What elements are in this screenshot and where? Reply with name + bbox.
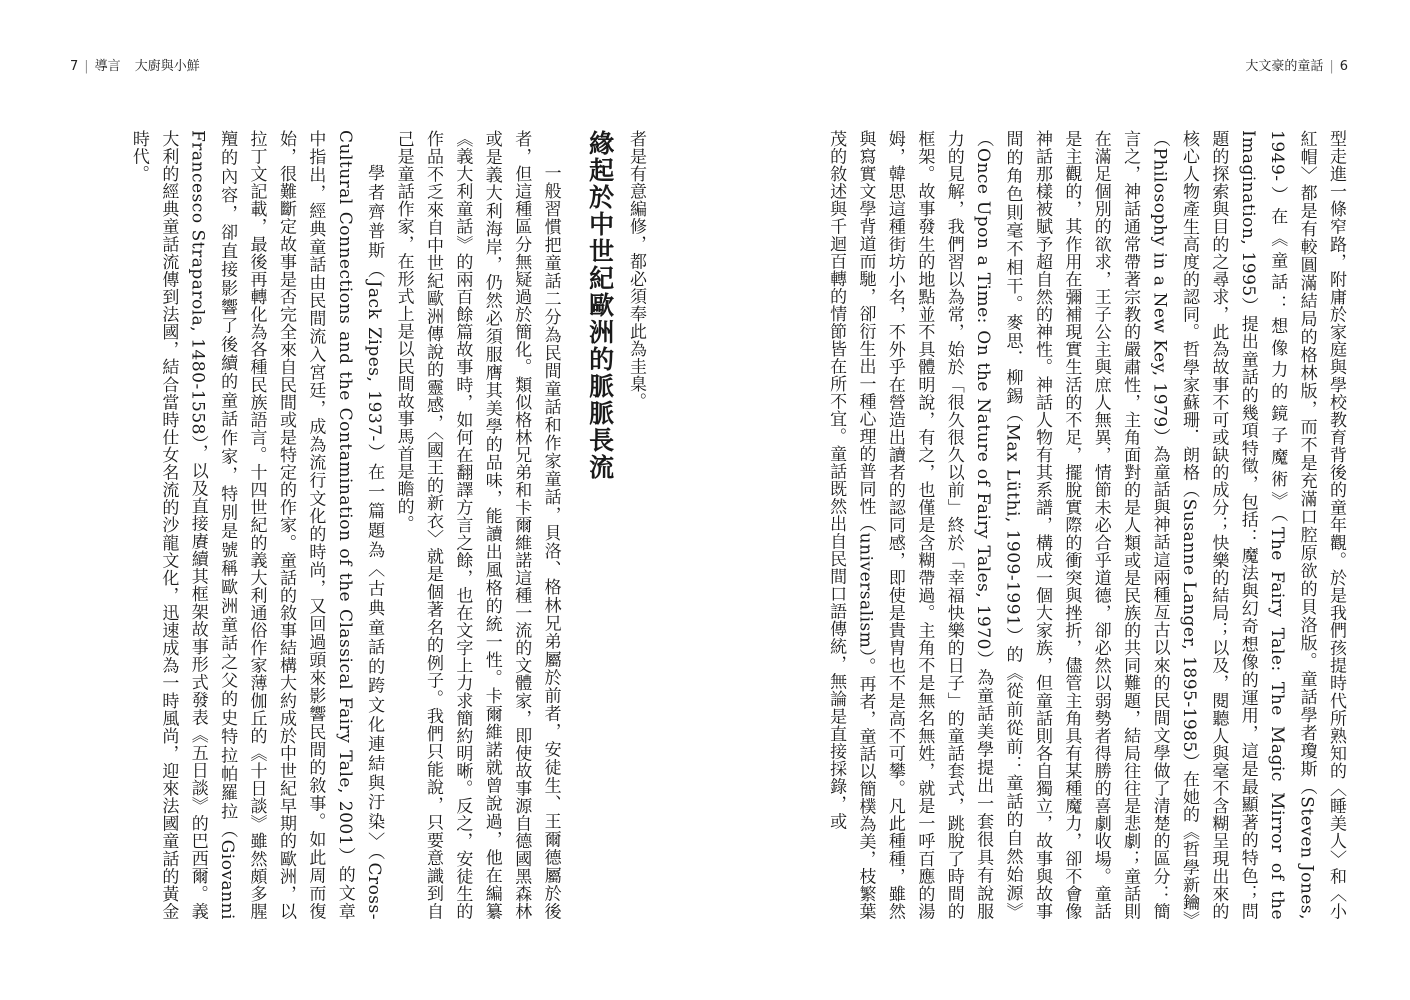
left-page-number: 7 — [70, 59, 79, 74]
right-running-head — [1245, 55, 1348, 74]
header-divider: | — [84, 59, 89, 74]
continued-line: 者是有意編修，都必須奉此為圭臬。 — [626, 130, 646, 410]
left-chapter-title: 大廚與小鮮 — [134, 59, 200, 74]
left-running-head — [70, 55, 200, 74]
left-page — [60, 130, 650, 920]
right-page-number: 6 — [1339, 59, 1348, 74]
right-book-title: 大文豪的童話 — [1245, 59, 1324, 74]
section-heading: 緣起於中世紀歐洲的脈脈長流 — [585, 130, 615, 481]
left-page-body — [60, 130, 650, 920]
header-divider: | — [1329, 59, 1334, 74]
right-page — [800, 130, 1350, 920]
left-section-label: 導言 — [94, 59, 121, 74]
body-paragraph: 一般習慣把童話二分為民間童話和作家童話，貝洛、格林兄弟屬於前者，安徒生、王爾德屬於後者，但這種區分無疑過於簡化。類似格林兄弟和卡爾維諾這種一流的文體家，即使故事源自德國黑森林或是義大利海岸，仍然必須服膺其美學的品味，能讀出風格的統一性。卡爾維諾就曾說過，他在編纂《義大利童話》的兩百餘篇故事時，如何在翻譯方言之餘，也在文字上力求簡約明晰。反之，安徒生的作品不乏來自中世紀歐洲傳說的靈感，〈國王的新衣〉就是個著名的例子。我們只能說，只要意識到自己是童話作家，在形式上是以民間故事馬首是瞻的。 — [393, 130, 561, 920]
right-page-body — [800, 130, 1350, 920]
body-paragraph: 學者齊普斯（Jack Zipes, 1937-）在一篇題為〈古典童話的跨文化連結與汙染〉（Cross-Cultural Connections and the Contamination of the Classical Fairy Tale, 2001）的文章中指出，經典童話由民間流入宮廷，成為流行文化的時尚，又回過頭來影響民間的敘事。如此周而復始，很難斷定故事是否完全來自民間或是特定的作家。童話的敘事結構大約成於中世紀早期的歐洲，以拉丁文記載，最後再轉化為各種民族語言。十四世紀的義大利通俗作家薄伽丘的《十日談》雖然頗多腥羶的內容，卻直接影響了後續的童話作家，特別是號稱歐洲童話之父的史特拉帕羅拉（Giovanni Francesco Straparola, 1480-1558），以及直接賡續其框架故事形式發表《五日談》的巴西爾。義大利的經典童話流傳到法國，結合當時仕女名流的沙龍文化，迅速成為一時風尚，迎來法國童話的黃金時代。 — [128, 130, 385, 920]
body-paragraph: 型走進一條窄路，附庸於家庭與學校教育背後的童年觀。於是我們孩提時代所熟知的〈睡美人〉和〈小紅帽〉都是有較圓滿結局的格林版，而不是充滿口腔原欲的貝洛版。童話學者瓊斯（Steven Jones, 1949-）在《童話：想像力的鏡子魔術》（The Fairy Tale: The Magic Mirror of the Imagination, 1995）提出童話的幾項特徵，包括：魔法與幻奇想像的運用，這是最顯著的特色；問題的探索與目的之尋求，此為故事不可或缺的成分；快樂的結局；以及，閱聽人與毫不含糊呈現出來的核心人物產生高度的認同。哲學家蘇珊．朗格（Susanne Langer, 1895-1985）在她的《哲學新鑰》（Philosophy in a New Key, 1979）為童話與神話這兩種亙古以來的民間文學做了清楚的區分：簡言之，神話通常帶著宗教的嚴肅性，主角面對的是人類或是民族的共同難題，結局往往是悲劇；童話則在滿足個別的欲求，王子公主與庶人無異，情節未必合乎道德，卻必然以弱勢者得勝的喜劇收場。童話是主觀的，其作用在彌補現實生活的不足，擺脫實際的衝突與挫折，儘管主角具有某種魔力，卻不會像神話那樣被賦予超自然的神性。神話人物有其系譜，構成一個大家族，但童話則各自獨立，故事與故事間的角色則毫不相干。麥思．柳錫（Max Lüthi, 1909-1991）的《從前從前：童話的自然始源》（Once Upon a Time: On the Nature of Fairy Tales, 1970）為童話美學提出一套很具有說服力的見解，我們習以為常，始於「很久很久以前」終於「幸福快樂的日子」的童話套式，跳脫了時間的框架。故事發生的地點並不具體明說，有之，也僅是含糊帶過。主角不是無名無姓，就是一呼百應的湯姆，韓思這種街坊小名，不外乎在營造出讀者的認同感，即使是貴胄也不是高不可攀。凡此種種，雖然與寫實文學背道而馳，卻衍生出一種心理的普同性（universalism）。再者，童話以簡樸為美，枝繁葉茂的敘述與千迴百轉的情節皆在所不宜。童話既然出自民間口語傳統，無論是直接採錄，或 — [826, 130, 1346, 920]
